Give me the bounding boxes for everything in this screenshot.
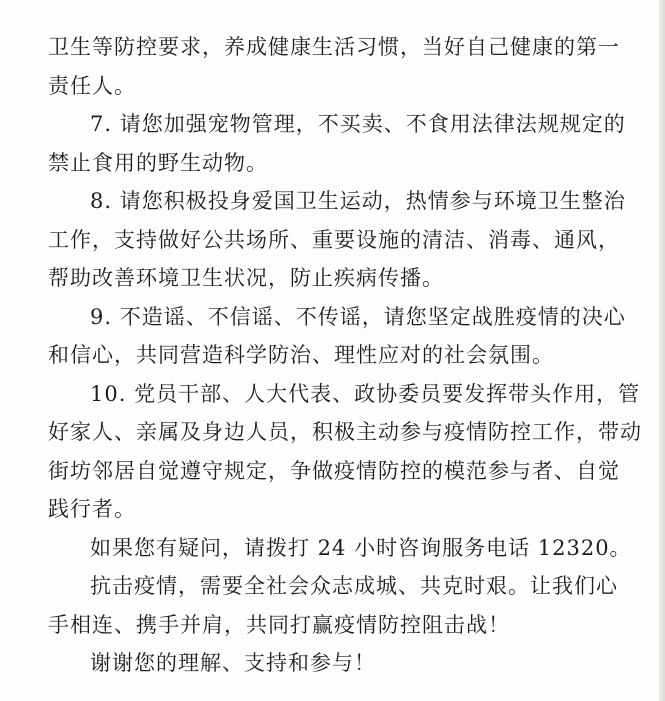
text-line: 9. 不造谣、不信谣、不传谣，请您坚定战胜疫情的决心: [90, 304, 626, 329]
text-line: 10. 党员干部、人大代表、政协委员要发挥带头作用，管: [90, 381, 641, 406]
paragraph-item-9: [48, 298, 626, 375]
text-line: 工作，支持做好公共场所、重要设施的清洁、消毒、通风，: [48, 227, 620, 252]
text-line: 好家人、亲属及身边人员，积极主动参与疫情防控工作，带动: [48, 420, 642, 444]
text-line: 和信心，共同营造科学防治、理性应对的社会氛围。: [48, 343, 554, 367]
text-line: 7. 请您加强宠物管理，不买卖、不食用法律法规规定的: [90, 112, 626, 136]
text-line: 践行者。: [48, 497, 136, 521]
text-line: 卫生等防控要求，养成健康生活习惯，当好自己健康的第一: [48, 35, 620, 59]
text-line: 责任人。: [48, 73, 136, 98]
paragraph-thanks: [48, 644, 610, 683]
text-line: 如果您有疑问，请拨打 24 小时咨询服务电话 12320。: [90, 535, 632, 560]
paragraph-continuation: [48, 28, 620, 105]
text-line: 手相连、携手并肩，共同打赢疫情防控阻击战！: [48, 612, 510, 637]
text-line: 抗击疫情，需要全社会众志成城、共克时艰。让我们心: [90, 574, 618, 598]
document-body: [48, 28, 642, 683]
text-line: 帮助改善环境卫生状况，防止疾病传播。: [48, 266, 444, 290]
text-line: 8. 请您积极投身爱国卫生运动，热情参与环境卫生整治: [90, 189, 626, 213]
text-line: 街坊邻居自觉遵守规定，争做疫情防控的模范参与者、自觉: [48, 458, 620, 483]
paragraph-hotline: [48, 529, 632, 568]
paragraph-item-10: [48, 375, 642, 529]
paragraph-item-7: [48, 105, 626, 182]
page-edge-shadow: [659, 0, 665, 701]
text-line: 禁止食用的野生动物。: [48, 150, 268, 175]
paragraph-appeal: [48, 567, 618, 644]
text-line: 谢谢您的理解、支持和参与！: [90, 651, 376, 675]
paragraph-item-8: [48, 182, 626, 298]
